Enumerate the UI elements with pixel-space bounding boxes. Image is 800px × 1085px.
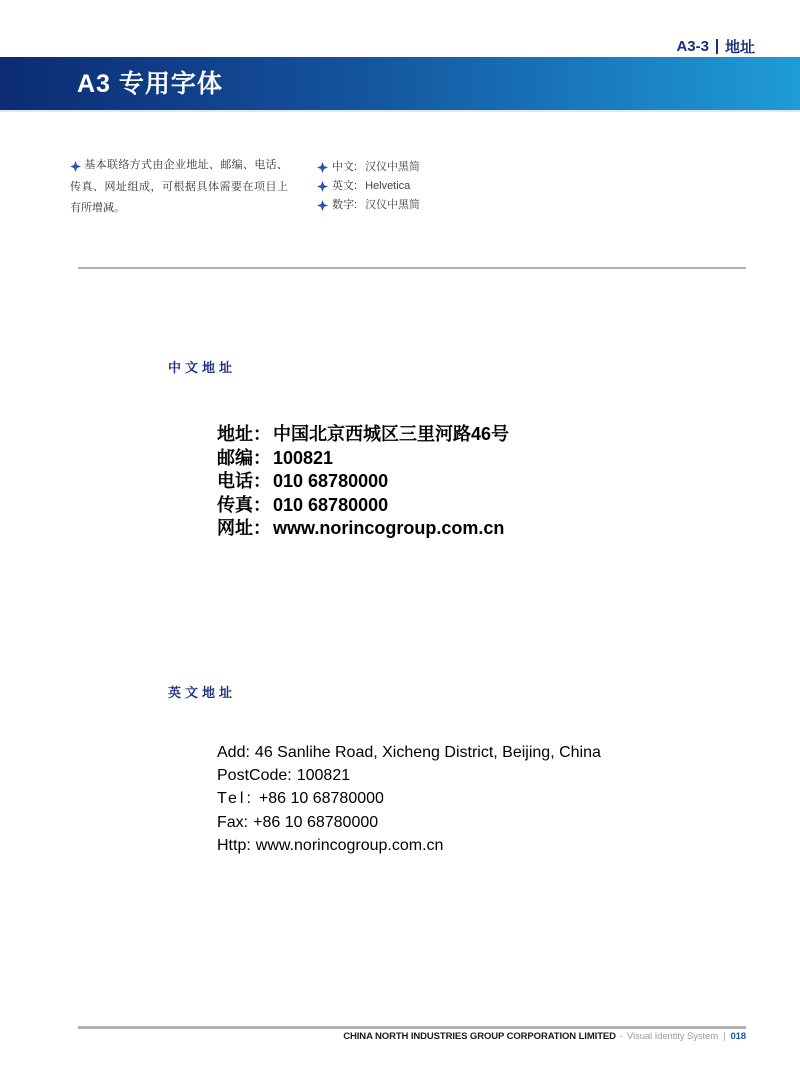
footer-page-number: 018 [730, 1031, 746, 1042]
address-value: 中国北京西城区三里河路46号 [273, 424, 510, 444]
page-code [676, 36, 755, 57]
font-spec-row-chinese [317, 158, 420, 177]
address-label: PostCode: [217, 767, 292, 785]
address-row [217, 764, 601, 787]
intro-description-text: 基本联络方式由企业地址、邮编、电话、传真、网址组成，可根据具体需要在项目上有所增减。 [70, 159, 288, 214]
footer [343, 1031, 746, 1042]
address-label: Http: [217, 836, 251, 854]
footer-separator: - [619, 1031, 623, 1042]
intro-description [70, 155, 288, 219]
cross-star-icon [70, 156, 81, 177]
address-value: 100821 [296, 767, 351, 785]
address-value: www.norincogroup.com.cn [255, 836, 444, 854]
header-bar [0, 57, 800, 112]
font-spec-value: 汉仪中黑简 [365, 161, 421, 173]
address-label: 传真： [217, 494, 271, 515]
font-spec-label: 英文: [332, 180, 358, 192]
cross-star-icon [317, 177, 328, 196]
cn-address-heading: 中文地址 [168, 360, 237, 375]
font-spec-label: 中文: [332, 161, 358, 173]
address-value: 010 68780000 [273, 494, 389, 515]
address-value: 46 Sanlihe Road, Xicheng District, Beijing, China [254, 744, 601, 761]
address-value: 100821 [273, 447, 334, 468]
address-row [217, 811, 601, 834]
footer-divider [78, 1026, 746, 1029]
font-spec-row-number [317, 196, 420, 215]
cross-star-icon [317, 196, 328, 215]
address-label: Fax: [217, 813, 249, 831]
footer-pipe-divider: | [723, 1031, 726, 1042]
footer-company-name: CHINA NORTH INDUSTRIES GROUP CORPORATION LIMITED [343, 1031, 616, 1042]
page-title: A3 专用字体 [77, 70, 223, 98]
address-value: +86 10 68780000 [258, 790, 384, 808]
font-spec-value: 汉仪中黑简 [365, 199, 421, 211]
font-spec-list [317, 158, 420, 215]
cross-star-icon [317, 158, 328, 177]
address-row [217, 470, 509, 494]
address-row [217, 447, 509, 471]
font-spec-row-english [317, 177, 420, 196]
address-value: www.norincogroup.com.cn [273, 518, 505, 538]
address-row [217, 517, 509, 541]
en-address-block [217, 741, 601, 857]
page-code-topic: 地址 [724, 39, 755, 56]
address-row [217, 834, 601, 857]
address-label: Add: [217, 744, 250, 761]
address-label: 地址： [217, 424, 271, 444]
en-address-heading: 英文地址 [168, 685, 237, 700]
cn-address-block [217, 423, 509, 541]
address-label: Tel: [217, 790, 254, 808]
address-value: 010 68780000 [273, 471, 389, 491]
font-spec-label: 数字: [332, 199, 358, 211]
footer-system-label: Visual Identity System [626, 1031, 719, 1042]
address-row [217, 741, 601, 764]
address-label: 电话： [217, 471, 271, 491]
address-row [217, 494, 509, 518]
page-code-divider-bar [716, 39, 718, 54]
address-label: 网址： [217, 518, 271, 538]
address-label: 邮编： [217, 447, 271, 468]
address-value: +86 10 68780000 [253, 813, 379, 831]
section-divider [78, 267, 746, 269]
font-spec-value: Helvetica [365, 180, 411, 192]
address-row [217, 423, 509, 447]
page-code-text: A3-3 [676, 38, 709, 55]
address-row [217, 787, 601, 810]
